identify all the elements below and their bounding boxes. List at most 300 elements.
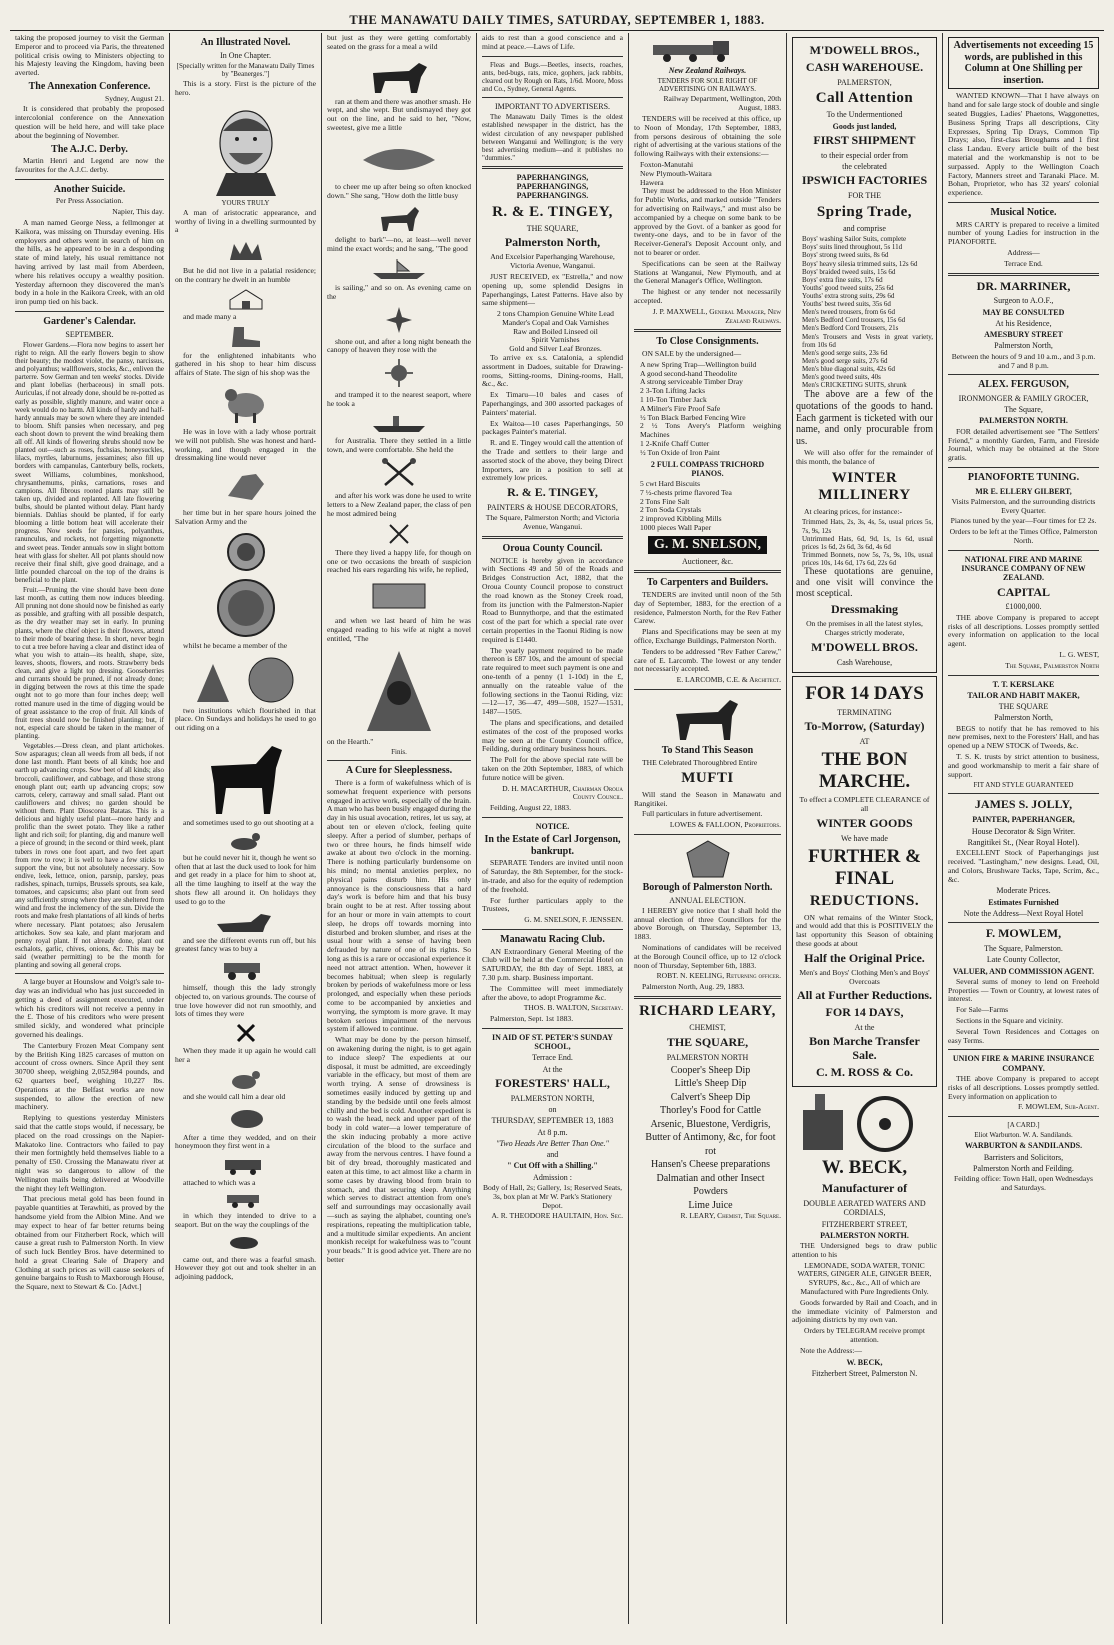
divider bbox=[482, 536, 623, 539]
heading-derby: The A.J.C. Derby. bbox=[51, 143, 128, 155]
ram-icon bbox=[223, 1105, 269, 1131]
reductions: REDUCTIONS. bbox=[809, 893, 920, 910]
column-2 bbox=[170, 33, 322, 1624]
cottage-icon bbox=[226, 288, 266, 310]
firm-name-2: R. & E. TINGEY, bbox=[507, 485, 598, 500]
firm-square: THE SQUARE, bbox=[526, 224, 579, 234]
divider bbox=[948, 273, 1099, 276]
ad-received: JUST RECEIVED, ex "Estrella," and now opening up, some splendid Designs in Paperhangings, Latest Patterns. Have also by same shipment— bbox=[482, 271, 623, 308]
kerslake-town: Palmerston North, bbox=[994, 713, 1053, 723]
pianos-heading: 2 FULL COMPASS TRICHORD PIANOS. bbox=[650, 459, 765, 478]
divider bbox=[634, 329, 781, 332]
chemist-name: RICHARD LEARY, bbox=[639, 1002, 776, 1019]
hall-date: THURSDAY, SEPTEMBER 13, 1883 bbox=[491, 1116, 614, 1126]
subheading-chapter: In One Chapter. bbox=[220, 50, 271, 60]
divider bbox=[482, 1028, 623, 1029]
heading-gardener: Gardener's Calendar. bbox=[43, 315, 136, 327]
label-and: and bbox=[546, 1150, 559, 1160]
army-badge-image bbox=[175, 530, 316, 574]
reply-image bbox=[327, 578, 471, 614]
novel-text: on the Hearth." bbox=[327, 736, 374, 746]
seal-icon bbox=[215, 577, 277, 639]
notice-racing-2: The Committee will meet immediately after the above, to adopt Programme &c. bbox=[482, 983, 623, 1002]
list-item: 1 2-Knife Chaff Cutter bbox=[640, 438, 710, 448]
goods-landed: Goods just landed, bbox=[832, 121, 897, 131]
notice-oroua-4: The Poll for the above special rate will be taken on the 20th September, 1883, of which future notice will be given. bbox=[482, 755, 623, 782]
insurance-text: THE above Company is prepared to accept risks of all descriptions. Losses promptly settled every information on application to the local agent. bbox=[948, 612, 1099, 649]
list-item: 2 Tons Fine Salt bbox=[640, 496, 690, 506]
cash-warehouse-2: Cash Warehouse, bbox=[836, 657, 893, 667]
masthead-title: THE MANAWATU DAILY TIMES, SATURDAY, SEPTEMBER 1, 1883. bbox=[349, 13, 765, 27]
hall-time: At 8 p.m. bbox=[537, 1127, 568, 1137]
novel-text: came out, and there was a fearful smash. However they got out and took shelter in an adjoining paddock, bbox=[175, 1254, 316, 1282]
divider bbox=[482, 166, 623, 169]
divider bbox=[482, 929, 623, 930]
ad-stand-2: Will stand the Season in Manawatu and Rangitikei. bbox=[634, 789, 781, 808]
musical-address: Address— bbox=[1007, 247, 1040, 257]
list-item: Men's good serge suits, 23s 6d bbox=[802, 348, 888, 357]
comprise: and comprise bbox=[843, 224, 886, 233]
divider bbox=[948, 550, 1099, 551]
millinery-list bbox=[796, 518, 933, 567]
especial-order: to their especial order from bbox=[820, 150, 909, 160]
beck-forward: Goods forwarded by Rail and Coach, and in the immediate vicinity of Palmerston and adjoining districts by my own van. bbox=[792, 1297, 937, 1325]
portrait-caption: YOURS TRULY bbox=[221, 198, 270, 207]
piano-tuning: PIANOFORTE TUNING. bbox=[967, 471, 1080, 483]
heading-st-peters: IN AID OF ST. PETER'S SUNDAY SCHOOL, bbox=[491, 1032, 614, 1052]
signature-estate: G. M. SNELSON, F. JENSSEN. bbox=[524, 915, 623, 925]
column-3 bbox=[322, 33, 477, 1624]
list-item: 1 10-Ton Timber Jack bbox=[640, 394, 707, 404]
cart-icon bbox=[216, 957, 276, 981]
list-item: 2 tons Champion Genuine White Lead bbox=[497, 309, 614, 319]
railway-lines bbox=[634, 161, 781, 187]
cricket-icon bbox=[359, 647, 439, 735]
union-signature: F. MOWLEM, Sub-Agent. bbox=[1017, 1102, 1099, 1112]
list-item: Men's Bedford Cord trousers, 15s 6d bbox=[802, 316, 906, 325]
horse-image bbox=[175, 736, 316, 816]
list-item: Men's Trousers and Vests in great variety, from 10s 6d bbox=[802, 332, 933, 349]
admission-prices: Body of Hall, 2s; Gallery, 1s; Reserved Seats, 3s, box plan at Mr W. Park's Stationery Depot. bbox=[482, 1183, 623, 1210]
carriage-icon bbox=[221, 1191, 271, 1209]
list-item: 2 3-Ton Lifting Jacks bbox=[640, 386, 706, 396]
locomotive-icon bbox=[643, 37, 773, 63]
ad-stand: THE Celebrated Thoroughbred Entire bbox=[642, 757, 758, 767]
heading-notice: NOTICE. bbox=[535, 821, 570, 831]
article-fruit: Fruit.—Pruning the vine should have been done last month, as cutting them now induces bleeding. All pruning not done should now be finished as early as possible, and grafting with all possible despatch, as the dry weather may set in early. In pruning plants, where the chief object is their flowers, attend to their mode of bearing these. In short, never begin to cut a tree before having a clear and distinct idea of what you wish to attain—its health, shape, size, leaves, shoots, flowers, and roots. Strawberry beds clean, and give a light top dressing. Gooseberries and currants should be pruned, if not already done; in digging between the rows at this time the spade ought not to go more than four inches deep; well rotted manure used in the time of digging would be of great assistance to the crop of fruit. All kinds of fruit trees should now be finished planting; but, if not, especial care should be taken in the manner of planting. bbox=[15, 586, 164, 741]
cow-icon bbox=[224, 1233, 268, 1253]
ferguson-text: FOR detailed advertisement see "The Settlers' Friend," a monthly Garden, Farm, and Fireside Journal, which may be obtained at the Store gratis. bbox=[948, 426, 1099, 463]
kerslake-text: BEGS to notify that he has removed to his new premises, next to the Foresters' Hall, and has opened up a NEW STOCK of Tweeds, &c. bbox=[948, 723, 1099, 751]
notice-racing: AN Extraordinary General Meeting of the Club will be held at the Commercial Hotel on SATURDAY, the 8th day of Sept. 1883, at 7.30 p.m. sharp. Business important. bbox=[482, 946, 623, 982]
firm-town: Palmerston North, bbox=[504, 235, 601, 250]
notice-oroua: NOTICE is hereby given in accordance with Sections 49 and 50 of the Roads and Bridges Construction Act, 1882, that the Oroua County Council propose to construct the road known as the Stoney Creek road, from its junction with the Palmerston-Napier Road to Bunnythorpe, and that the estimated cost of the part for which a special rate over certain properties in the Taonui Riding is now required is £1440. bbox=[482, 555, 623, 644]
list-item: 2 Ton Soda Crystals bbox=[640, 505, 702, 515]
ipswich-factories: IPSWICH FACTORIES bbox=[801, 173, 928, 188]
ad-ex-timaru: Ex Timaru—10 bales and cases of Paperhangings, and 300 assorted packages of Painters' material. bbox=[482, 390, 623, 417]
article-continued: aids to rest than a good conscience and a mind at peace.—Laws of Life. bbox=[482, 33, 623, 51]
mens-clothing: Men's and Boys' Clothing Men's and Boys' Overcoats bbox=[799, 967, 930, 986]
piano-price: Pianos tuned by the year—Four times for £2 2s. bbox=[950, 516, 1097, 526]
ad-attention: R. and E. Tingey would call the attention of the Trade and settlers to their large and assorted stock of the above, they being Direct Importers, are in a position to sell at extremely low prices. bbox=[482, 438, 623, 483]
spring-trade: Spring Trade, bbox=[816, 203, 913, 220]
list-item: Cooper's Sheep Dip bbox=[670, 1064, 751, 1076]
notice-railway-3: Specifications can be seen at the Railway Stations at Wanganui, New Plymouth, and at the General Manager's Office, Wellington. bbox=[634, 258, 781, 286]
heading-sleeplessness: A Cure for Sleeplessness. bbox=[345, 765, 453, 777]
cow-image bbox=[175, 1233, 316, 1253]
kerslake-text-2: T. S. K. trusts by strict attention to business, and good workmanship to merit a fair share of support. bbox=[948, 751, 1099, 779]
aerated-waters: DOUBLE AERATED WATERS AND CORDIALS, bbox=[803, 1199, 926, 1218]
mowlem-name: F. MOWLEM, bbox=[985, 926, 1062, 941]
insurance-agent: L. G. WEST, bbox=[1059, 649, 1099, 659]
notice-carpenters-3: Tenders to be addressed "Rev Father Carew," care of E. Larcomb. The lowest or any tender not necessarily accepted. bbox=[634, 646, 781, 674]
tomorrow-saturday: To-Morrow, (Saturday) bbox=[804, 719, 925, 734]
ferguson-town: PALMERSTON NORTH. bbox=[979, 416, 1068, 426]
mowlem-text: Several sums of money to lend on Freehold Properties — Town or Country, at lowest rates of interest. bbox=[948, 976, 1099, 1004]
novel-text: for the enlightened inhabitants who gathered in his shop to hear him discuss affairs of State. The sign of his shop was the bbox=[175, 350, 316, 378]
firm-trade: PAINTERS & HOUSE DECORATORS, bbox=[487, 503, 618, 513]
portrait-image bbox=[175, 101, 316, 196]
lodge-image bbox=[175, 654, 316, 704]
divider bbox=[948, 922, 1099, 923]
list-item: Youths' extra strong suits, 29s 6d bbox=[802, 292, 895, 301]
divider bbox=[948, 467, 1099, 468]
finis-label: Finis. bbox=[391, 748, 407, 757]
musical-address-2: Terrace End. bbox=[1004, 258, 1043, 268]
borough-seal-image bbox=[634, 839, 781, 879]
list-item: Calvert's Sheep Dip bbox=[670, 1091, 751, 1103]
borough-seal-icon bbox=[683, 839, 733, 879]
novel-text: This is a story. First is the picture of the hero. bbox=[175, 79, 316, 97]
divider bbox=[327, 760, 471, 761]
mowlem-square: The Square, Palmerston. bbox=[984, 944, 1063, 954]
divider bbox=[634, 996, 781, 999]
insurance-agent-address: The Square, Palmerston North bbox=[1005, 660, 1099, 670]
novel-text: delight to bark"—no, at least—well never mind the exact words; and he sang, "The good bbox=[327, 235, 471, 254]
notice-estate: SEPARATE Tenders are invited until noon of Saturday, the 8th September, for the stock-in-trade, and also for the equity of redemption of the freehold. bbox=[482, 858, 623, 894]
machinery-icon bbox=[795, 1090, 935, 1154]
list-item: Trimmed Bonnets, now 5s, 7s, 9s, 10s, usual prices 10s, 14s 6d, 17s 6d, 22s 6d bbox=[802, 550, 933, 568]
novel-text: two institutions which flourished in that place. On Sundays and holidays he used to go out riding on a bbox=[175, 705, 316, 733]
article-sleeplessness-2: What may be done by the person himself, on awakening during the night, is to get again to induce sleep? The expedients at our disposal, it must be admitted, are exceedingly variable in the efficacy, but most of them are worth trying. A sense of drowsiness is sometimes easily induced by getting up and standing by the bedside until one feels almost chilly and the bed is cold. Another expedient is to wash the head, neck and upper part of the body in cold water—a lower temperature of the skin inducing probably a more active circulation of the blood to the surface and away from the nervous centres. I have found a bit of dry bread, thoroughly masticated and eaten at this time, to act almost like a charm in some cases by drawing blood from brain to stomach, and that securing sleep. Anything which serves to distract attention from one's self and surroundings may occasionally avail—such as saying the alphabet, counting one's respirations, repeating the multiplication table, and a multitude similar expedients. An ancient monkish receipt for wakefulness was to "count your beads." It is good advice yet. There are no better bbox=[327, 1035, 471, 1265]
hall-town: PALMERSTON NORTH, bbox=[510, 1093, 595, 1103]
ship-icon bbox=[369, 257, 429, 281]
emblem-icon bbox=[191, 654, 301, 704]
heading-musical: Musical Notice. bbox=[990, 206, 1057, 218]
stallion-icon bbox=[668, 694, 748, 742]
divider bbox=[482, 56, 623, 57]
divider bbox=[948, 1049, 1099, 1050]
sun-icon bbox=[382, 358, 416, 388]
dateline-napier: Napier, This day. bbox=[112, 207, 164, 217]
novel-text: But he did not live in a palatial residence; on the contrary he dwelt in an humble bbox=[175, 266, 316, 284]
novel-intro: [Specially written for the Manawatu Daily Times by "Beanerges."] bbox=[176, 61, 315, 78]
month-label: SEPTEMBER. bbox=[65, 329, 114, 339]
for-14-days: FOR 14 DAYS bbox=[805, 682, 924, 704]
capital-value: £1000,000. bbox=[1005, 602, 1042, 612]
moon-image bbox=[327, 305, 471, 335]
sun-image bbox=[327, 358, 471, 388]
beck-address: Fitzherbert Street, Palmerston N. bbox=[811, 1368, 918, 1378]
goods-list bbox=[482, 310, 623, 354]
ad-musical: MRS CARTY is prepared to receive a limited number of young Ladies for instruction in the PIANOFORTE. bbox=[948, 219, 1099, 247]
bon-marche-ad bbox=[792, 676, 937, 1087]
list-item: 2 improved Kibbling Mills bbox=[640, 514, 722, 524]
notice-estate-2: For further particulars apply to the Trustees, bbox=[482, 895, 623, 914]
star-icon bbox=[384, 305, 414, 335]
notice-carpenters: TENDERS are invited until noon of the 5th day of September, 1883, for the erection of a residence, Palmerston North, for the Rev Father Carew. bbox=[634, 589, 781, 626]
car-image bbox=[175, 1191, 316, 1209]
transfer-sale: Bon Marche Transfer Sale. bbox=[809, 1034, 920, 1063]
doctor-residence: At his Residence, bbox=[995, 318, 1052, 328]
heading-annexation: The Annexation Conference. bbox=[28, 80, 151, 92]
beck-town: PALMERSTON NORTH. bbox=[820, 1230, 909, 1240]
signature-borough: ROBT. N. KEELING, Returning officer. bbox=[656, 971, 781, 981]
piano-tuner: MR E. ELLERY GILBERT, bbox=[975, 486, 1072, 496]
auctioneer-label: Auctioneer, &c. bbox=[682, 557, 733, 567]
article-sleeplessness: There is a form of wakefulness which of is somewhat frequent experience with persons engaged in active work, especially of the brain. A man who has been busily engaged during the day in his usual avocation, retires, let us say, at about ten or eleven o'clock, feeling quite sleepy. After a period of slumber, perhaps of two or three hours, he finds himself wide awake at about two o'clock in the morning. There is nothing particularly burdensome on his mind; no mental anxieties perplex, no physical pains disturb him. His only annoyance is the consciousness that a hard day's work is before him and that his busy brain ought to be at rest. After tossing about for an hour or more in vain attempts to court sleep, he drops off towards morning into disturbed and broken slumber, and rises at the usual hour with a sense of having been defrauded by nature of one of its rights. So long as this is a rare or occasional experience it need not attract attention. When, however it becomes habitual; when sleep is regularly broken by periods of wakefulness more or less prolonged, and especially when these periods come to be accompanied by anxieties and worrying, the symptom is more grave. It may betoken serious impairment of the nervous system if allowed to continue. bbox=[327, 778, 471, 1034]
mowlem-trade: VALUER, AND COMMISSION AGENT. bbox=[952, 966, 1095, 976]
national-insurance: NATIONAL FIRE AND MARINE INSURANCE COMPANY OF NEW ZEALAND. bbox=[961, 554, 1086, 583]
bird-image bbox=[327, 136, 471, 180]
novel-text: himself, though this the lady strongly objected to, on various grounds. The course of true love however did not run smoothly, and lots of times they were bbox=[175, 983, 316, 1019]
article-vegetables: Vegetables.—Dress clean, and plant artichokes. Sow asparagus; clean all weeds from all beds, if not done last month. Plant beets of all kinds; hoe and earth up advancing crops. Sow beet of all kinds; also broccoli, cauliflower, and cabbage, and those strong enough plant out; earth up advancing crops; sow carrots, celery, carraway and small salad. Plant out cauliflowers and chives; no garden should be without them. Plant Dioscorea Batatas. This is a delicious and highly useful plant—more hardy and prolific than the sweet potato. They like a rather light and rich soil; for planting, dig and manure well a piece of ground; in the second or third week, plant tubers in rows one foot apart, and two feet apart from row to row; it is well to have a few sticks to support the vine, but not absolutely necessary. Sow endive, leek, lettuce, onion, parsnip, parsley, peas radishes, spinach, turnips, Brussels sprouts, sea kale, tomatoes, and capsicums; also plant out from seed any sufficiently strong where they are sheltered from wind and frost the inclemency of the sun. Divide the roots and make fresh plantations of all kinds of herbs where necessary. Plant potatoes; also Jerusalem artichokes. Sow sea kale, and plant marjoram and penny royal plant. If not already done, plant out eschalots, garlic, chives, onions, &c. This may be said (weather permitting) to be the month for planting and sowing all general crops. bbox=[15, 742, 164, 970]
heading-borough: Borough of Palmerston North. bbox=[642, 881, 773, 893]
mowlem-sale: For Sale—Farms bbox=[956, 1005, 1009, 1015]
doctor-title: Surgeon to A.O.F., bbox=[993, 296, 1054, 306]
heading-suicide: Another Suicide. bbox=[53, 183, 126, 195]
ram2-image bbox=[175, 1105, 316, 1131]
divider bbox=[948, 374, 1099, 375]
novel-text: and when we last heard of him he was engaged reading to his wife at night a novel entitled, "The bbox=[327, 616, 471, 643]
races-image bbox=[175, 910, 316, 934]
divider bbox=[948, 202, 1099, 203]
label-on: on bbox=[548, 1105, 557, 1115]
hen-image bbox=[175, 1068, 316, 1090]
column-4 bbox=[477, 33, 629, 1624]
horse-icon bbox=[196, 736, 296, 816]
kerslake-name: T. T. KERSLAKE bbox=[992, 679, 1055, 689]
ad-stand-3: Full particulars in future advertisement. bbox=[642, 809, 763, 819]
list-item: Men's CRICKETING SUITS, shrunk bbox=[802, 381, 907, 390]
firm-branch: And Excelsior Paperhanging Warehouse, Victoria Avenue, Wanganui. bbox=[490, 252, 615, 271]
novel-text: A man of aristocratic appearance, and worthy of living in a dwelling surmounted by a bbox=[175, 207, 316, 235]
novel-text: and made many a bbox=[183, 311, 237, 321]
dog-image bbox=[327, 203, 471, 233]
firm-name: R. & E. TINGEY, bbox=[492, 203, 613, 220]
list-item: A Milner's Fire Proof Safe bbox=[640, 403, 721, 413]
warburton-office: Feilding office: Town Hall, open Wednesdays and Saturdays. bbox=[954, 1174, 1093, 1192]
for-14-days-2: FOR 14 DAYS, bbox=[825, 1005, 904, 1020]
heading-stand: To Stand This Season bbox=[661, 744, 754, 756]
columns bbox=[10, 33, 1104, 1624]
novel-text: ran at them and there was another smash. He wept, and she wept. But undismayed they got out on the line, and he said to her, "Now, sweetest, give me a little bbox=[327, 96, 472, 132]
signature-carpenters: E. LARCOMB, C.E. & Architect. bbox=[676, 675, 781, 685]
list-item: Hawera bbox=[640, 177, 664, 187]
st-peters-address: Terrace End. bbox=[532, 1053, 573, 1063]
kerslake-trade: TAILOR AND HABIT MAKER, bbox=[967, 690, 1080, 700]
railway-subheading: TENDERS FOR SOLE RIGHT OF ADVERTISING ON RAILWAYS. bbox=[657, 77, 758, 94]
mowlem-title: Late County Collector, bbox=[986, 955, 1061, 965]
list-item: Youths' good tweed suits, 25s 6d bbox=[802, 283, 894, 292]
divider bbox=[482, 817, 623, 818]
train-image bbox=[175, 1154, 316, 1176]
list-item: Spirit Varnishes bbox=[531, 335, 580, 345]
list-item: Youths' best tweed suits, 35s 6d bbox=[802, 300, 891, 309]
figure-icon bbox=[367, 578, 431, 614]
ad-fleas: Fleas and Bugs.—Beetles, insects, roaches, ants, bed-bugs, rats, mice, gophers, jack rabbits, cleared out by Rough on Rats, 1/6d. Moore, Moss and Co., Sydney, General Agents. bbox=[482, 60, 623, 93]
to-undermentioned: To the Undermentioned bbox=[826, 110, 903, 120]
quotations-genuine: These quotations are genuine, and one visit will convince the most sceptical. bbox=[796, 567, 933, 600]
sheep-icon bbox=[219, 381, 273, 425]
ship-image bbox=[327, 257, 471, 281]
list-item: Hansen's Cheese preparations bbox=[651, 1159, 770, 1171]
first-shipment: FIRST SHIPMENT bbox=[813, 133, 916, 147]
article-flower-gardens: Flower Gardens.—Flora now begins to assert her right to reign. All the early flowers begin to show their beauty; the modest violet, the pansy, narcissus, and polyanthus; wallflowers, stocks, &c., enliven the parterre. Sow German and ten weeks' stocks. Divide and plant lobelias (herbaceous) in small pots. Auriculas, if not already done, should be re-potted as early as possible, slightly manure, and water once a week would do no harm. All kinds of hardy and half-hardy annuals may be sown where they are intended to bloom. Shift pansies when necessary, and peg each shoot down to prevent the wind breaking them all off. All kinds of flowering shrubs should now be planted out—such as roses, fuchsias, honeysuckles, lilacs, myrtles, laburnums, jessamines; also fill up borders with campanulas, Canterbury bells, rockets, sweet Williams, columbines, monkshood, chrysanthemums, pinks, carnations, roses and campions. All fibrous rooted plants may still be taken up, divided and replanted. All late flowering bulbs, should be planted without delay. Plant hardy biennials. Dahlias should be planted, if for early blooming a little bottom heat will accelerate their progress. Now seeds for pansies, polyanthus, ranunculus, and rockets, not forgetting mignonette and sweet peas. Tender annuals sow in slight bottom heat with glass for shelter. All pot plants should now receive their final shift, give good drainage, and a little pounded charcoal on the top of the drains is beneficial to the plant. bbox=[15, 340, 164, 584]
list-item: Men's good serge suits, 27s 6d bbox=[802, 356, 888, 365]
divider bbox=[634, 689, 781, 690]
mcdowell-name: M'DOWELL BROS., bbox=[809, 43, 920, 57]
manufacturer-of: Manufacturer of bbox=[821, 1181, 908, 1196]
union-insurance: UNION FIRE & MARINE INSURANCE COMPANY. bbox=[952, 1054, 1095, 1073]
pens-icon bbox=[387, 522, 411, 546]
card-label: [A CARD.] bbox=[1007, 1121, 1040, 1130]
mcdowell-ad bbox=[792, 37, 937, 673]
stallion-image bbox=[634, 694, 781, 742]
also-offer: We will also offer for the remainder of this month, the balance of bbox=[796, 448, 933, 467]
bull-icon bbox=[367, 55, 431, 95]
portrait-icon bbox=[201, 101, 291, 196]
suits-list bbox=[796, 235, 933, 389]
badge-icon bbox=[224, 530, 268, 574]
divider bbox=[634, 570, 781, 573]
beck-intro: THE Undersigned begs to draw public attention to his bbox=[792, 1241, 937, 1259]
bird-icon bbox=[359, 136, 439, 180]
signature-railway: J. P. MAXWELL, General Manager, New Zealand Railways. bbox=[652, 306, 781, 325]
list-item: ½ Ton Black Barbed Fencing Wire bbox=[640, 412, 746, 422]
byline-press: Per Press Association. bbox=[55, 196, 124, 206]
novel-text: When they made it up again he would call her a bbox=[175, 1046, 316, 1065]
half-price: Half the Original Price. bbox=[804, 950, 925, 965]
heading-estate: In the Estate of Carl Jorgenson, bankrupt. bbox=[484, 834, 621, 857]
doctor-street: AMESBURY STREET bbox=[984, 330, 1063, 340]
divider bbox=[634, 834, 781, 835]
article-frozen-meat: The Canterbury Frozen Meat Company sent by the British King 1825 carcases of mutton on account of cross owners. Since April they sent 30700 sheep, weighing 2,052,984 pounds, and 62 quarters beef, weighing 10,227 lbs. Operations at the Belfast works are now suspended, to allow the erection of new machinery. bbox=[15, 1040, 164, 1112]
ross-company: C. M. ROSS & Co. bbox=[815, 1065, 913, 1080]
article-ministers: Replying to questions yesterday Ministers said that the cattle stops would, if necessary, be placed on the road crossings on the Napier-Makatoko line. Contractors who failed to pay their men fortnightly held themselves liable to a penalty of £50. Crossing the Manawatu river at night was so dangerous to allow of the Wellington mails being delivered at Woodville the night they left Wellington. bbox=[15, 1113, 164, 1193]
list-item: Boys' strong tweed suits, 8s 6d bbox=[802, 251, 889, 260]
lecture-1: "Two Heads Are Better Than One." bbox=[496, 1138, 609, 1148]
further-final: FURTHER & FINAL bbox=[808, 846, 921, 890]
admission-label: Admission : bbox=[533, 1172, 572, 1182]
call-attention: Call Attention bbox=[815, 90, 914, 107]
we-have-made: We have made bbox=[841, 833, 888, 843]
list-item: Little's Sheep Dip bbox=[674, 1078, 747, 1090]
union-text: THE above Company is prepared to accept risks of all descriptions. Losses promptly settled. Every information on application to bbox=[948, 1073, 1099, 1101]
jolly-address: Rangitikei St., (Near Royal Hotel). bbox=[967, 837, 1080, 847]
list-item: Raw and Boiled Linseed oil bbox=[513, 326, 598, 336]
advertisement-rates: Advertisements not exceeding 15 words, are published in this Column at One Shilling per insertion. bbox=[948, 37, 1099, 89]
ferguson-name: ALEX. FERGUSON, bbox=[978, 379, 1069, 391]
chemist-items bbox=[634, 1064, 781, 1213]
signature-racing: THOS. B. WALTON, Secretary. bbox=[523, 1003, 623, 1013]
list-item: Foxton-Manutahi bbox=[640, 160, 694, 170]
list-item: Lime Juice bbox=[688, 1199, 733, 1211]
kerslake-square: THE SQUARE bbox=[998, 702, 1049, 712]
article-continued: taking the proposed journey to visit the German Emperor and to proceed via Paris, the threatened political crisis owing to Ministers objecting to his Majesty leaving the Kingdom, having been averted. bbox=[15, 33, 164, 78]
notice-borough: I HEREBY give notice that I shall hold the annual election of three Councillors for the above Borough, on Thursday, September 13, 1883. bbox=[634, 905, 781, 942]
jolly-estimates: Estimates Furnished bbox=[988, 897, 1059, 907]
date-racing: Palmerston, Sept. 1st 1883. bbox=[490, 1014, 574, 1024]
novel-text: but he could never hit it, though he went so often that at last the duck used to look for him and get ready in a place for him to shoot at, all the time laughing to itself at the way the shots flew all around it. On holidays they used to go to the bbox=[175, 852, 316, 906]
signature-stand: LOWES & FALLOON, Proprietors. bbox=[669, 820, 781, 830]
keys-icon bbox=[379, 457, 419, 489]
list-item: 5 cwt Hard Biscuits bbox=[640, 479, 701, 489]
list-item: A strong serviceable Timber Dray bbox=[640, 377, 743, 387]
list-item: Thorley's Food for Cattle bbox=[660, 1105, 761, 1117]
article-large-buyer: A large buyer at Hounslow and Voigt's sale to-day was an individual who has just succeeded in getting a deed of assignment executed, under which his creditors will not receive a penny in the £. Those of his creditors who were present smiled sickly, and wondered what principle governed his dealings. bbox=[15, 977, 164, 1039]
cross-icon bbox=[235, 1022, 257, 1044]
fit-style: FIT AND STYLE GUARANTEED bbox=[973, 781, 1074, 790]
ad-paperhangings: PAPERHANGINGS, PAPERHANGINGS, PAPERHANGINGS. bbox=[516, 172, 589, 201]
novel-text: and after his work was done he used to write letters to a New Zealand paper, the class of pen he most admired being bbox=[327, 491, 471, 518]
machinery-image bbox=[792, 1090, 937, 1154]
warburton-name: WARBURTON & SANDILANDS. bbox=[964, 1141, 1083, 1151]
novel-text: shone out, and after a long night beneath the canopy of heaven they rose with the bbox=[327, 336, 471, 355]
cart-image bbox=[175, 957, 316, 981]
duck-icon bbox=[226, 831, 266, 851]
list-item: Mander's Copal and Oak Varnishes bbox=[502, 317, 609, 327]
boot-icon bbox=[226, 325, 266, 349]
article-gold: That precious metal gold has been found in payable quantities at Terawhiti, as proved by the handsome yield from the Albion Mine. And we may expect to hear of far better returns being obtained from our Fitzherbert Rock, which will cause a great rush to Palmerston North. In view of such luck Bentley Bros. have determined to hold a great Clearing Sale of Drapery and Clothing at such prices as will cause seekers of genuine bargains to Rush to Maxborough House, the Square, next to Stewart & Co. [Advt.] bbox=[15, 1194, 164, 1292]
list-item: Arsenic, Bluestone, Verdigris, Butter of Antimony, &c, for foot rot bbox=[645, 1118, 776, 1157]
divider bbox=[482, 97, 623, 98]
sale-list bbox=[634, 361, 781, 458]
pens-image bbox=[327, 522, 471, 546]
divider bbox=[948, 1116, 1099, 1117]
mowlem-sale-2: Several Town Residences and Cottages on easy Terms. bbox=[948, 1026, 1099, 1045]
jolly-trade: PAINTER, PAPERHANGER, bbox=[972, 815, 1075, 825]
label-at: AT bbox=[859, 737, 870, 747]
novel-text: in which they intended to drive to a seaport. But on the way the couplings of the bbox=[175, 1211, 316, 1229]
capital-label: CAPITAL bbox=[996, 584, 1051, 599]
divider bbox=[948, 793, 1099, 794]
list-item: Boys' washing Sailor Suits, complete bbox=[802, 235, 907, 244]
mowlem-sale-1: Sections in the Square and vicinity. bbox=[956, 1016, 1064, 1026]
novel-text: He was in love with a lady whose portrait we will not publish. She was honest and hard-working, and though engaged in the dressmaking line would never bbox=[175, 426, 316, 463]
notice-carpenters-2: Plans and Specifications may be seen at my office, Exchange Buildings, Palmerston North. bbox=[634, 627, 781, 645]
article-suicide: A man named George Ness, a fellmonger at Kaikora, was missing on Thursday evening. His employers and others went in search of him on the hills, as he appeared to be in a desponding state of mind lately, his usual remittance not having arrived by last mail from Aberdeen, where his relatives occupy a wealthy position. Yesterday afternoon they discovered the man's body in a hole in the Kaikora Creek, with an old iron pump tied on his back. bbox=[15, 217, 164, 307]
chemist-label: CHEMIST, bbox=[689, 1023, 726, 1033]
keys-image bbox=[327, 457, 471, 489]
list-item: Boys' extra fine suits, 17s 6d bbox=[802, 275, 883, 284]
dressmaking: Dressmaking bbox=[830, 602, 899, 617]
notice-railway-4: The highest or any tender not necessarily accepted. bbox=[634, 287, 781, 306]
celebrated: the celebrated bbox=[842, 162, 887, 172]
beck-note: Note the Address:— bbox=[800, 1345, 863, 1355]
remains-text: ON what remains of the Winter Stock, and would add that this is POSITIVELY the last opportunity this Season of obtaining these goods at about bbox=[796, 912, 933, 948]
date-borough: Palmerston North, Aug. 29, 1883. bbox=[642, 982, 745, 992]
beck-signature: W. BECK, bbox=[846, 1357, 883, 1367]
crest-image bbox=[175, 238, 316, 264]
list-item: A good second-hand Theodolite bbox=[640, 368, 738, 378]
mcdowell-town: PALMERSTON, bbox=[837, 77, 892, 87]
list-item: 2 ½ Tons Avery's Platform weighing Machines bbox=[640, 421, 781, 440]
list-item: Men's Bedford Cord Trousers, 21s bbox=[802, 324, 899, 333]
snelson-banner: G. M. SNELSON, bbox=[648, 536, 767, 554]
clearing-prices: At clearing prices, for instance:- bbox=[804, 506, 903, 516]
list-item: Boys' suits lined throughout, 5s 11d bbox=[802, 243, 903, 252]
